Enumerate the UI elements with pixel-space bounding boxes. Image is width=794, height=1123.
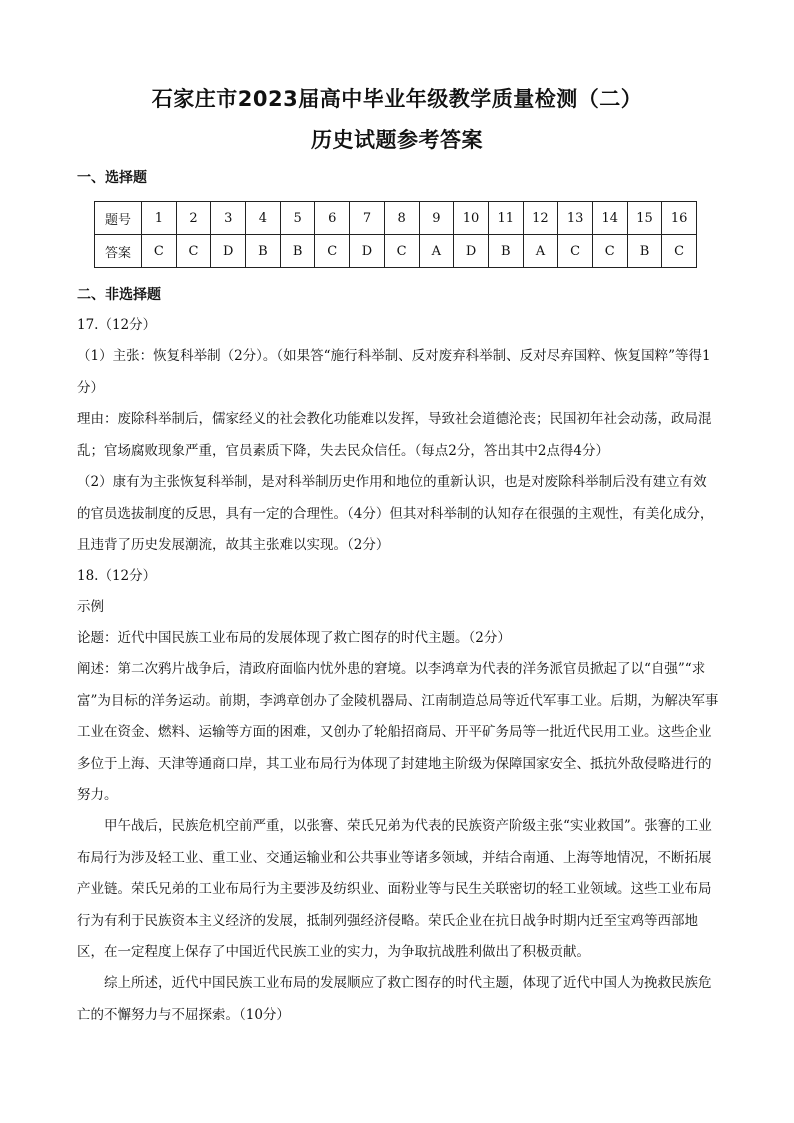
question-number: 2	[176, 202, 211, 235]
answer-cell: C	[315, 235, 350, 268]
answer-cell: C	[176, 235, 211, 268]
answer-cell: C	[142, 235, 177, 268]
q17-reasons: 理由：废除科举制后，儒家经义的社会教化功能难以发挥，导致社会道德沦丧；民国初年社会动荡，政局混乱；官场腐败现象严重，官员素质下降，失去民众信任。（每点2分，答出其中2点得4分）	[77, 411, 712, 459]
answer-cell: B	[246, 235, 281, 268]
q18-conclusion: 综上所述，近代中国民族工业布局的发展顺应了救亡图存的时代主题，体现了近代中国人为挽救民族危亡的不懈努力与不屈探索。（10分）	[77, 975, 712, 1023]
question-number: 10	[454, 202, 489, 235]
question-number: 3	[211, 202, 246, 235]
document-title: 石家庄市2023届高中毕业年级教学质量检测（二）	[151, 87, 643, 111]
question-number: 1	[142, 202, 177, 235]
q17-label: 17.（12分）	[77, 317, 157, 333]
answer-cell: D	[454, 235, 489, 268]
question-number: 4	[246, 202, 281, 235]
answer-cell: C	[384, 235, 419, 268]
answer-cell: C	[558, 235, 593, 268]
answer-cell: C	[662, 235, 697, 268]
question-number: 8	[384, 202, 419, 235]
q18-thesis: 论题：近代中国民族工业布局的发展体现了救亡图存的时代主题。（2分）	[77, 630, 511, 646]
answer-table	[94, 201, 697, 268]
row-label-answer: 答案	[95, 235, 142, 268]
section-heading-choice: 一、选择题	[77, 170, 147, 186]
q18-elaboration-1: 阐述：第二次鸦片战争后，清政府面临内忧外患的窘境。以李鸿章为代表的洋务派官员掀起了以“自强”“求富”为目标的洋务运动。前期，李鸿章创办了金陵机器局、江南制造总局等近代军事工业。后期，为解决军事工业在资金、燃料、运输等方面的困难，又创办了轮船招商局、开平矿务局等一批近代民用工业。这些企业多位于上海、天津等通商口岸，其工业布局行为体现了封建地主阶级为保障国家安全、抵抗外敌侵略进行的努力。	[77, 661, 719, 803]
q18-example-label: 示例	[77, 599, 104, 615]
q17-part1: （1）主张：恢复科举制（2分）。（如果答“施行科举制、反对废弃科举制、反对尽弃国粹、恢复国粹”等得1分）	[77, 348, 711, 396]
question-number: 9	[419, 202, 454, 235]
answer-cell: D	[350, 235, 385, 268]
question-number: 7	[350, 202, 385, 235]
question-number: 15	[627, 202, 662, 235]
question-number: 11	[488, 202, 523, 235]
answer-row	[95, 235, 697, 268]
question-number: 6	[315, 202, 350, 235]
question-number: 13	[558, 202, 593, 235]
question-number: 5	[280, 202, 315, 235]
q17-part2: （2）康有为主张恢复科举制，是对科举制历史作用和地位的重新认识，也是对废除科举制后没有建立有效的官员选拔制度的反思，具有一定的合理性。（4分）但其对科举制的认知存在很强的主观性，有美化成分，且违背了历史发展潮流，故其主张难以实现。（2分）	[77, 474, 714, 553]
q18-label: 18.（12分）	[77, 568, 157, 584]
question-number: 12	[523, 202, 558, 235]
q18-elaboration-2: 甲午战后，民族危机空前严重，以张謇、荣氏兄弟为代表的民族资产阶级主张“实业救国”。张謇的工业布局行为涉及轻工业、重工业、交通运输业和公共事业等诸多领域，并结合南通、上海等地情况，不断拓展产业链。荣氏兄弟的工业布局行为主要涉及纺织业、面粉业等与民生关联密切的轻工业领域。这些工业布局行为有利于民族资本主义经济的发展，抵制列强经济侵略。荣氏企业在抗日战争时期内迁至宝鸡等西部地区，在一定程度上保存了中国近代民族工业的实力，为争取抗战胜利做出了积极贡献。	[77, 818, 712, 960]
answer-cell: A	[419, 235, 454, 268]
answer-cell: B	[280, 235, 315, 268]
answer-cell: C	[592, 235, 627, 268]
answer-cell: B	[488, 235, 523, 268]
row-label-number: 题号	[95, 202, 142, 235]
answer-cell: A	[523, 235, 558, 268]
document-subtitle: 历史试题参考答案	[311, 128, 483, 152]
section-heading-essay: 二、非选择题	[77, 287, 161, 303]
question-number-row	[95, 202, 697, 235]
answer-cell: D	[211, 235, 246, 268]
question-number: 16	[662, 202, 697, 235]
answer-cell: B	[627, 235, 662, 268]
question-number: 14	[592, 202, 627, 235]
